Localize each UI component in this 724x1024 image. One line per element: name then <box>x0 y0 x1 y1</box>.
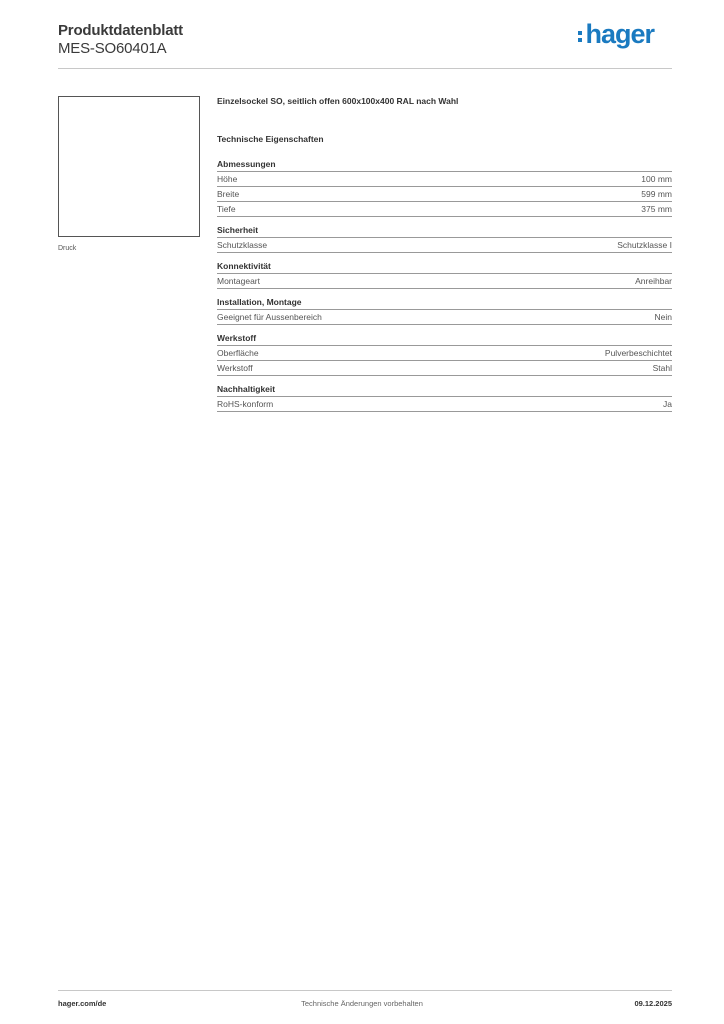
property-value: 375 mm <box>641 204 672 214</box>
property-row <box>217 172 672 187</box>
property-row <box>217 238 672 253</box>
property-row <box>217 361 672 376</box>
logo-dots-icon <box>578 26 582 42</box>
section-installation-montage <box>217 297 672 325</box>
image-caption: Druck <box>58 245 77 252</box>
property-value: Ja <box>663 399 672 409</box>
product-image-placeholder <box>58 96 200 237</box>
document-title: Produktdatenblatt <box>58 22 183 39</box>
property-value: Stahl <box>652 363 672 373</box>
footer-divider <box>58 990 672 991</box>
property-label: Werkstoff <box>217 363 253 373</box>
property-row <box>217 397 672 412</box>
property-row <box>217 187 672 202</box>
section-title: Sicherheit <box>217 225 672 238</box>
hager-logo <box>578 18 654 50</box>
section-title: Installation, Montage <box>217 297 672 310</box>
logo-text: hager <box>585 18 654 49</box>
property-label: Schutzklasse <box>217 240 268 250</box>
section-nachhaltigkeit <box>217 384 672 412</box>
section-abmessungen <box>217 159 672 217</box>
property-value: Pulverbeschichtet <box>604 348 672 358</box>
property-row <box>217 346 672 361</box>
property-label: Tiefe <box>217 204 236 214</box>
property-label: Oberfläche <box>217 348 259 358</box>
property-row <box>217 310 672 325</box>
property-value: Schutzklasse I <box>617 240 672 250</box>
section-sicherheit <box>217 225 672 253</box>
header-divider <box>58 68 672 69</box>
section-konnektivitaet <box>217 261 672 289</box>
property-label: RoHS-konform <box>217 399 274 409</box>
footer-date: 09.12.2025 <box>634 999 672 1008</box>
property-label: Geeignet für Aussenbereich <box>217 312 322 322</box>
technical-properties-heading: Technische Eigenschaften <box>217 134 324 144</box>
product-description: Einzelsockel SO, seitlich offen 600x100x400 RAL nach Wahl <box>217 96 459 106</box>
section-title: Werkstoff <box>217 333 672 346</box>
section-title: Abmessungen <box>217 159 672 172</box>
footer-disclaimer: Technische Änderungen vorbehalten <box>301 999 423 1008</box>
product-code: MES-SO60401A <box>58 40 167 57</box>
footer-website: hager.com/de <box>58 999 107 1008</box>
property-value: 100 mm <box>641 174 672 184</box>
section-title: Nachhaltigkeit <box>217 384 672 397</box>
property-label: Höhe <box>217 174 238 184</box>
property-value: Anreihbar <box>635 276 672 286</box>
section-title: Konnektivität <box>217 261 672 274</box>
section-werkstoff <box>217 333 672 376</box>
property-row <box>217 274 672 289</box>
property-label: Montageart <box>217 276 260 286</box>
product-details <box>217 96 672 420</box>
property-value: 599 mm <box>641 189 672 199</box>
property-value: Nein <box>654 312 672 322</box>
property-row <box>217 202 672 217</box>
page-header <box>58 18 672 68</box>
property-label: Breite <box>217 189 240 199</box>
